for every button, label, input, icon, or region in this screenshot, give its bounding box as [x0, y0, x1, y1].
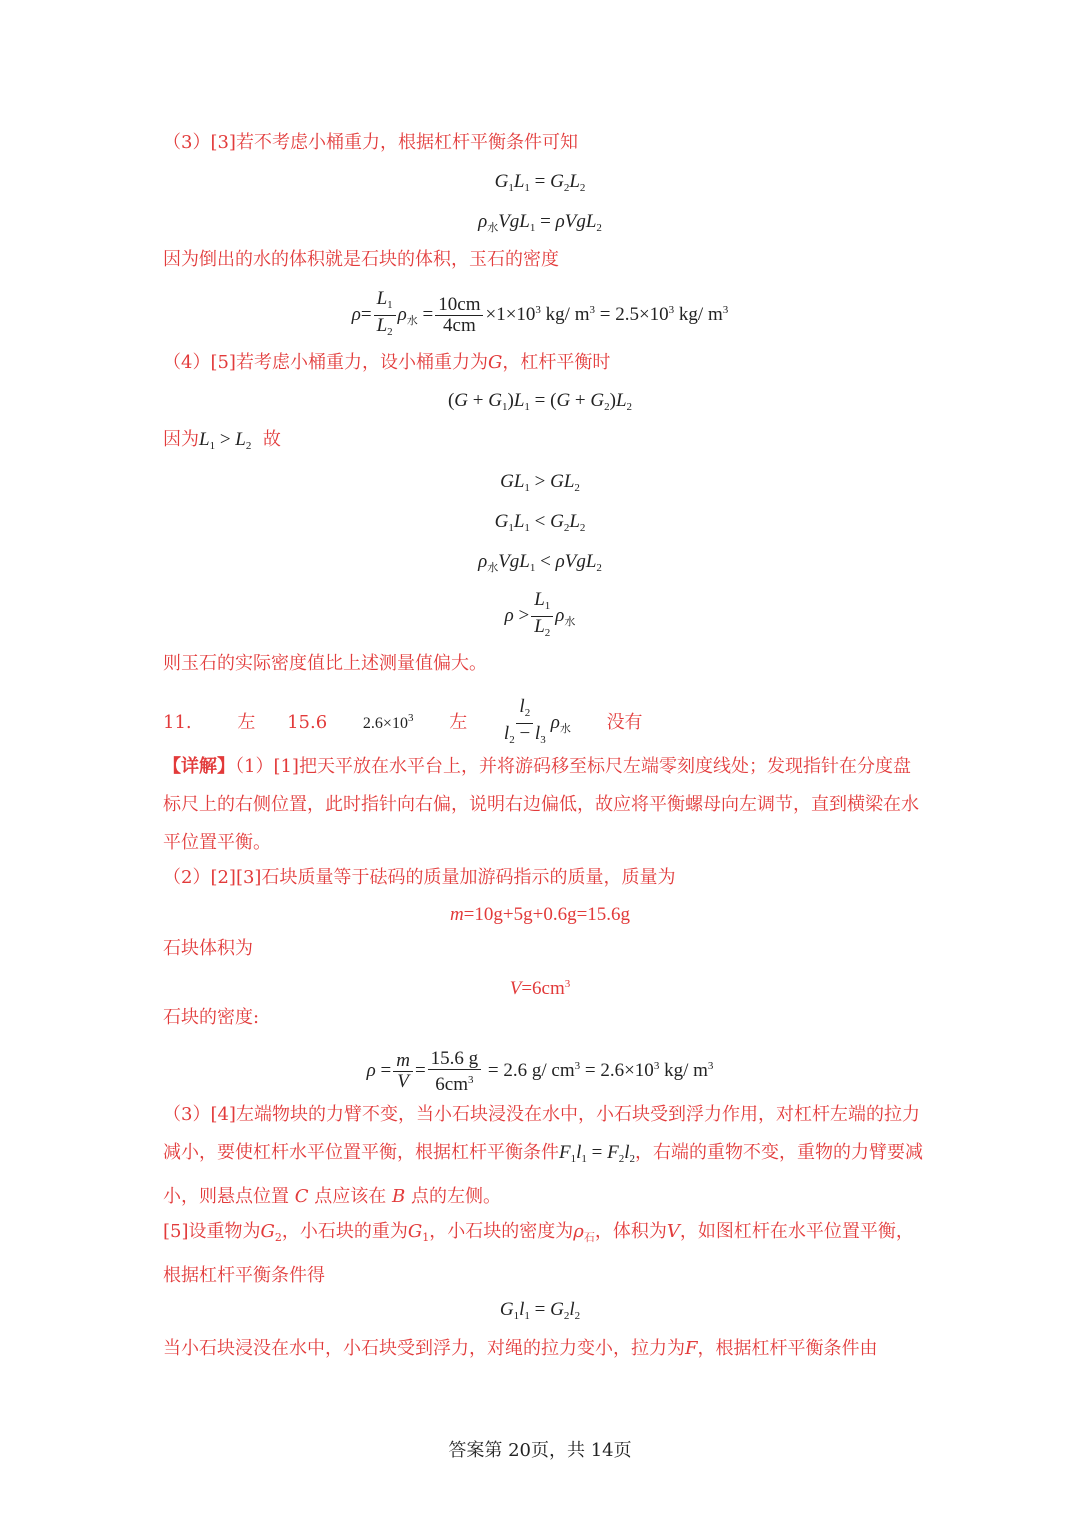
para-3-4-text: （3）[4]左端物块的力臂不变，当小石块浸没在水中，小石块受到浮力作用，对杠杆左端的拉力减小，要使杠杆水平位置平衡，根据杠杆平衡条件$F_1l_1 = F_2l_2$，右端的重物不变，重物的力臂要减小，则悬点位置 C 点应该在 B 点的左侧。 — [163, 1104, 923, 1207]
frac-num-10cm: 10cm — [435, 295, 483, 316]
q11-answer-5: $\frac{l_2}{l_2 - l_3}$ $\rho_水$ — [503, 696, 571, 747]
equation-rho-water: $\rho_水VgL_1 = \rho VgL_2$ — [478, 211, 602, 234]
q11-answer-row: 11. 左 15.6 $2.6\times 10^3$ 左 $\frac{l_2}{l_2 - l_3}$ $\rho_水$ 没有 — [163, 696, 643, 747]
page-footer: 答案第 20页，共 14页 — [448, 1440, 632, 1461]
q11-answer-2: 15.6 — [287, 712, 328, 733]
frac-den-4cm: 4cm — [443, 315, 476, 337]
ineq-rho-result: ρ > $\frac{L_1}{L_2}$ $\rho_水$ — [504, 589, 576, 639]
q11-answer-6: 没有 — [606, 712, 643, 733]
mass-equation: m=10g+5g+0.6g=15.6g — [449, 904, 631, 925]
density-label: 石块的密度: — [163, 1007, 260, 1028]
equation-with-bucket: $(G + G_1)L_1 = (G + G_2)L_2$ — [447, 390, 633, 413]
stone-density-equation: ρ = $\frac{m}{V}$ = $\frac{15.6 g}{6cm^3}$ = 2.6 g/ $cm^3 = 2.6\times 10^3$ kg/ $m^3$ — [366, 1047, 714, 1095]
q11-number: 11. — [163, 712, 192, 733]
density-unit-b: kg/ m — [674, 304, 723, 325]
equation-g1l1-g2l2-lower: $G_1l_1 = G_2l_2$ — [499, 1299, 581, 1322]
q11-answer-4: 左 — [449, 712, 468, 733]
density-result: = 2.5×10 — [594, 304, 669, 325]
density-unit-a: kg/ m — [540, 304, 590, 325]
conclusion: 则玉石的实际密度值比上述测量值偏大。 — [163, 653, 487, 674]
ineq-gl1-gl2: $GL_1 > GL_2$ — [500, 471, 580, 494]
equation-jade-density: ρ= $\frac{L_1}{L_2}$ $\rho_水$ = $\frac{10cm}{4cm}$ $\times 1\times 10^3$ kg/ $m^3 = 2.5\times 10^3$ kg/ $m^3$ — [351, 288, 729, 339]
equation-g1l1-g2l2: $G_1L_1 = G_2L_2$ — [494, 171, 586, 194]
ineq-g1l1-g2l2: $G_1L_1 < G_2L_2$ — [494, 511, 586, 534]
last-paragraph: 当小石块浸没在水中，小石块受到浮力，对绳的拉力变小，拉力为F，根据杠杆平衡条件由 — [163, 1338, 878, 1359]
volume-label: 石块体积为 — [163, 938, 253, 959]
para-3-water-volume: 因为倒出的水的体积就是石块的体积，玉石的密度 — [163, 249, 559, 270]
because-line: 因为$L_1 > L_2$ 故 — [163, 429, 281, 452]
density-factor: ×1×10 — [485, 304, 536, 325]
para-4-heading: （4）[5]若考虑小桶重力，设小桶重力为G，杠杆平衡时 — [163, 352, 611, 373]
q11-answer-1: 左 — [237, 712, 256, 733]
para-3-heading: （3）[3]若不考虑小桶重力，根据杠杆平衡条件可知 — [163, 132, 578, 153]
detail-label: 【详解】 — [163, 756, 235, 777]
q11-answer-3: 2.6×10 — [362, 715, 408, 732]
volume-equation: $V=6cm^3$ — [509, 978, 571, 999]
para-5-text: [5]设重物为$G_2$，小石块的重为$G_1$，小石块的密度为$\rho_石$，体积为V，如图杠杆在水平位置平衡，根据杠杆平衡条件得 — [163, 1221, 914, 1286]
ineq-rho-water: $\rho_水VgL_1 < \rho VgL_2$ — [478, 551, 602, 574]
detail-paragraph: 【详解】（1）[1]把天平放在水平台上，并将游码移至标尺左端零刻度线处；发现指针在分度盘标尺上的右侧位置，此时指针向右偏，说明右边偏低，故应将平衡螺母向左调节，直到横梁在水平位置平衡。 — [163, 756, 919, 853]
para-2-text: （2）[2][3]石块质量等于砝码的质量加游码指示的质量，质量为 — [163, 867, 676, 888]
